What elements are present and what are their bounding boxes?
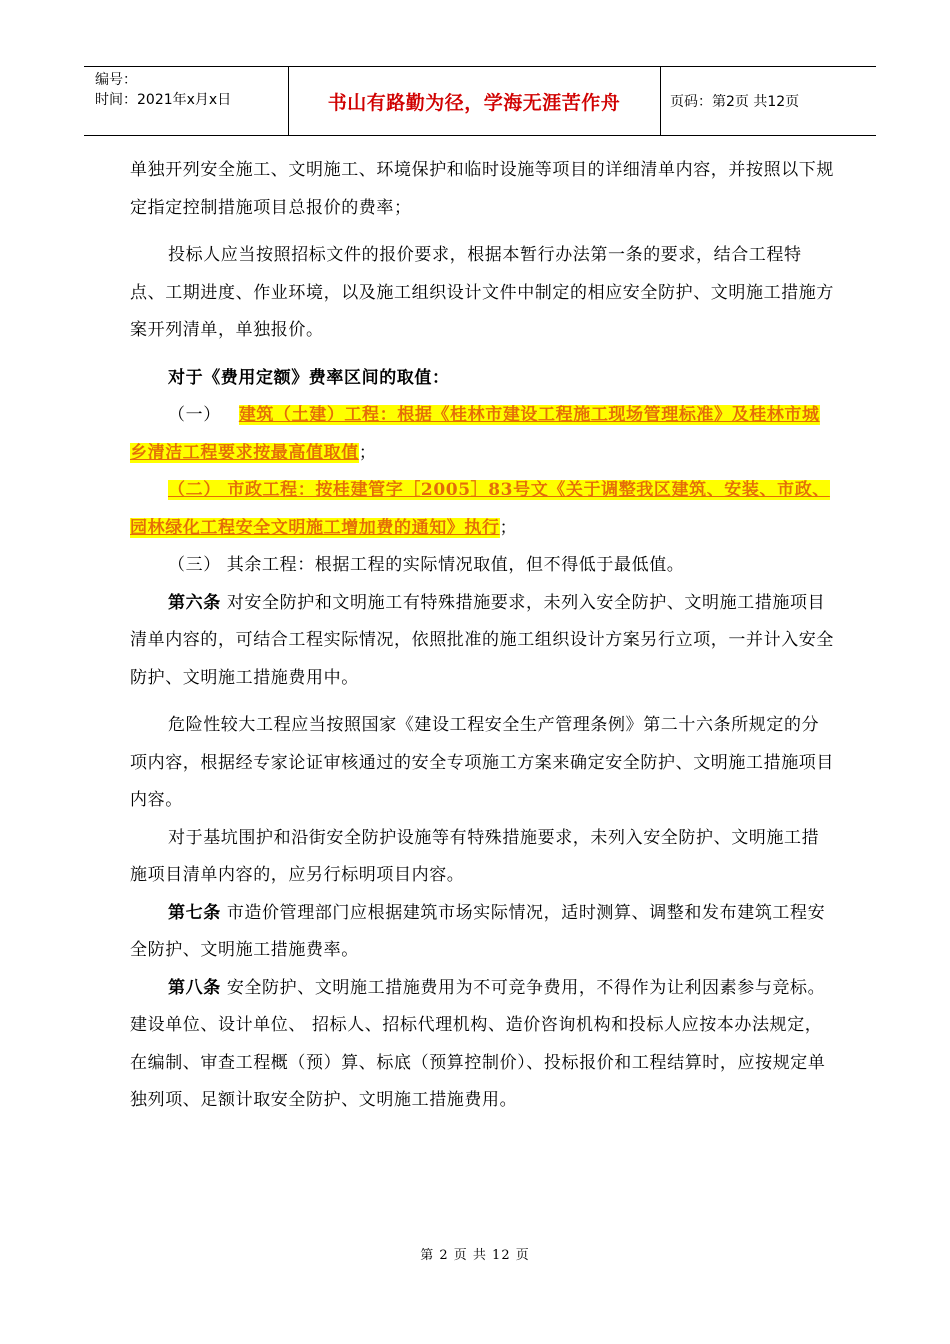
header-number: 编号： — [95, 72, 137, 88]
page-footer: 第 2 页 共 12 页 — [420, 1248, 530, 1263]
highlighted-text: （二） 市政工程：按桂建管字［2005］83号文《关于调整我区建筑、安装、市政、园林绿化工程安全文明施工增加费的通知》执行 — [130, 480, 830, 538]
list-item-2 — [130, 472, 834, 547]
list-number: （一） — [168, 405, 221, 425]
article-7 — [130, 895, 834, 970]
article-text: 安全防护、文明施工措施费用为不可竞争费用，不得作为让利因素参与竞标。建设单位、设计单位、 招标人、招标代理机构、造价咨询机构和投标人应按本办法规定，在编制、审查工程概（预）算、标底（预算控制价）、投标报价和工程结算时，应按规定单独列项、足额计取安全防护、文明施工措施费用。 — [130, 977, 826, 1110]
article-label: 第七条 — [168, 902, 221, 923]
header-page-number: 页码：第2页 共12页 — [670, 94, 800, 110]
paragraph: 投标人应当按照招标文件的报价要求，根据本暂行办法第一条的要求，结合工程特点、工期进度、作业环境，以及施工组织设计文件中制定的相应安全防护、文明施工措施方案开列清单，单独报价。 — [130, 245, 834, 340]
list-punctuation: ； — [358, 442, 377, 463]
list-item-1 — [130, 397, 834, 472]
article-8 — [130, 970, 834, 1120]
header-divider-right — [660, 66, 661, 136]
document-body — [130, 152, 834, 1120]
paragraph: 对于基坑围护和沿街安全防护设施等有特殊措施要求，未列入安全防护、文明施工措施项目清单内容的，应另行标明项目内容。 — [130, 827, 820, 885]
section-heading: 对于《费用定额》费率区间的取值： — [168, 367, 450, 388]
list-item-3: （三） 其余工程：根据工程的实际情况取值，但不得低于最低值。 — [168, 555, 685, 575]
header-meta — [95, 70, 231, 110]
header-top-rule — [84, 66, 876, 67]
paragraph: 单独开列安全施工、文明施工、环境保护和临时设施等项目的详细清单内容，并按照以下规定指定控制措施项目总报价的费率； — [130, 160, 834, 218]
article-text: 市造价管理部门应根据建筑市场实际情况，适时测算、调整和发布建筑工程安全防护、文明施工措施费率。 — [130, 902, 826, 960]
article-6 — [130, 585, 834, 698]
header-motto: 书山有路勤为径，学海无涯苦作舟 — [327, 92, 621, 114]
header-time: 时间：2021年x月x日 — [95, 92, 232, 108]
article-label: 第六条 — [168, 592, 221, 613]
article-label: 第八条 — [168, 977, 221, 998]
paragraph: 危险性较大工程应当按照国家《建设工程安全生产管理条例》第二十六条所规定的分项内容，根据经专家论证审核通过的安全专项施工方案来确定安全防护、文明施工措施项目内容。 — [130, 715, 834, 810]
highlighted-text: 建筑（土建）工程：根据《桂林市建设工程施工现场管理标准》及桂林市城乡清洁工程要求按最高值取值 — [130, 405, 820, 463]
header-bottom-rule — [84, 135, 876, 136]
page-header — [84, 66, 876, 136]
article-text: 对安全防护和文明施工有特殊措施要求，未列入安全防护、文明施工措施项目清单内容的，可结合工程实际情况，依照批准的施工组织设计方案另行立项，一并计入安全防护、文明施工措施费用中。 — [130, 592, 834, 688]
list-punctuation: ； — [499, 517, 518, 538]
